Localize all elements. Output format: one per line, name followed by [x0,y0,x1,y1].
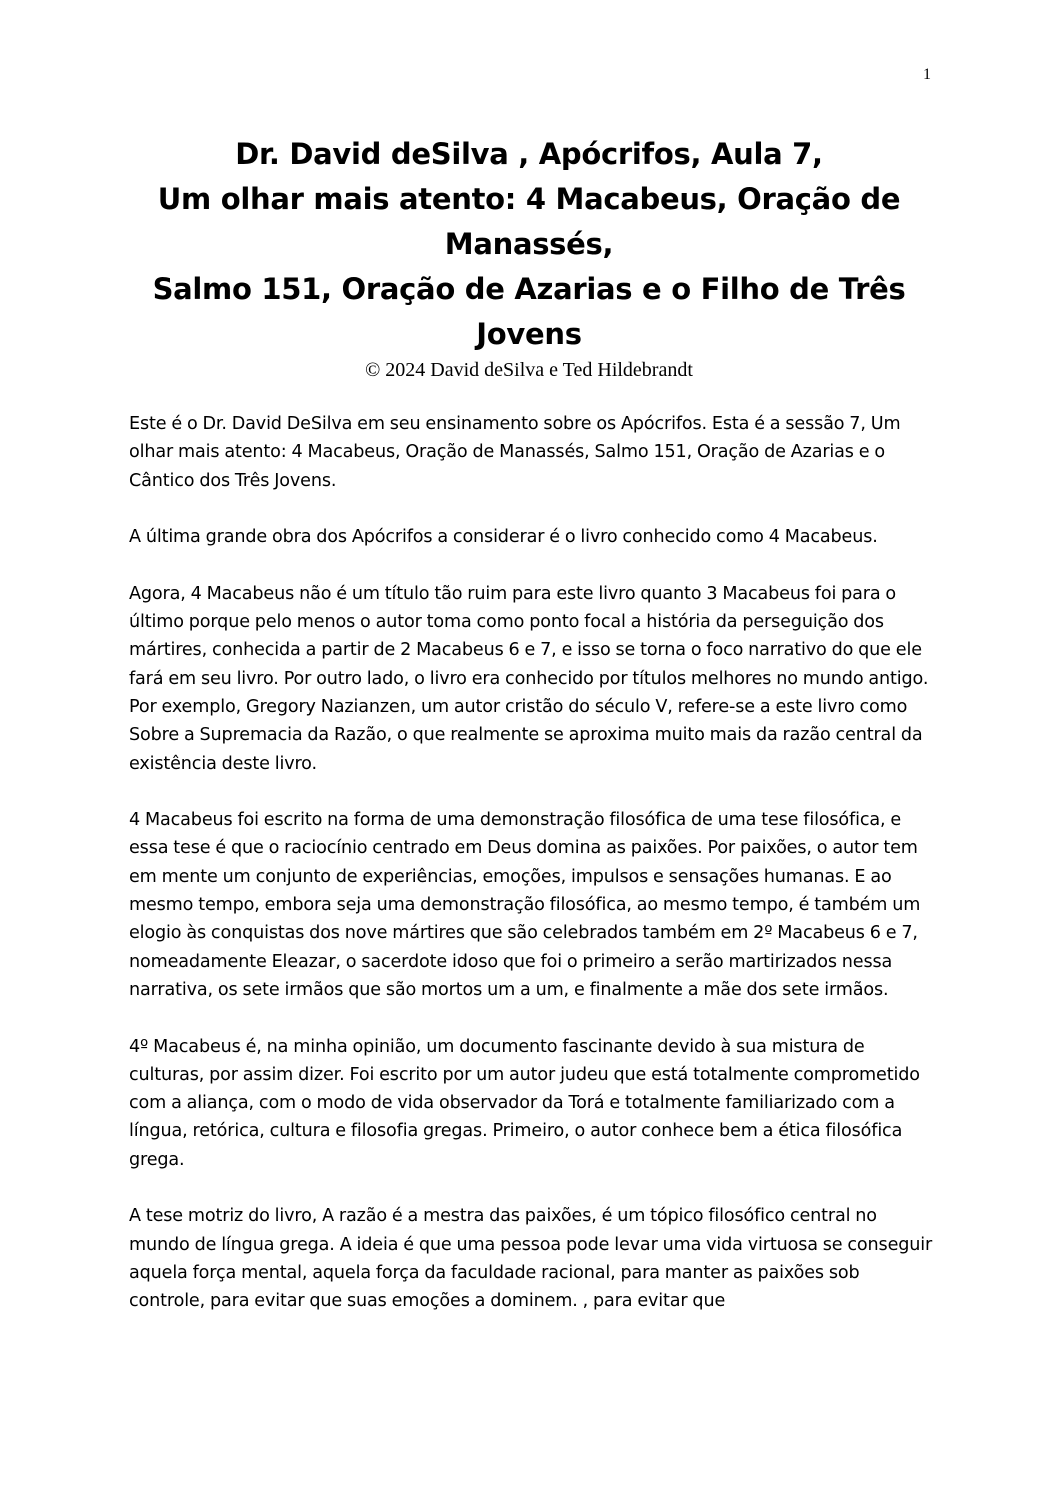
paragraph-4: 4 Macabeus foi escrito na forma de uma demonstração filosófica de uma tese filosófica, e essa tese é que o raciocínio centrado em Deus domina as paixões. Por paixões, o autor tem em mente um conjunto de experiências, emoções, impulsos e sensações humanas. E ao mesmo tempo, embora seja uma demonstração filosófica, ao mesmo tempo, é também um elogio às conquistas dos nove mártires que são celebrados também em 2º Macabeus 6 e 7, nomeadamente Eleazar, o sacerdote idoso que foi o primeiro a serão martirizados nessa narrativa, os sete irmãos que são mortos um a um, e finalmente a mãe dos sete irmãos. [129,810,921,1000]
paragraph-3: Agora, 4 Macabeus não é um título tão ruim para este livro quanto 3 Macabeus foi para o último porque pelo menos o autor toma como ponto focal a história da perseguição dos mártires, conhecida a partir de 2 Macabeus 6 e 7, e isso se torna o foco narrativo do que ele fará em seu livro. Por outro lado, o livro era conhecido por títulos melhores no mundo antigo. Por exemplo, Gregory Nazianzen, um autor cristão do século V, refere-se a este livro como Sobre a Supremacia da Razão, o que realmente se aproxima muito mais da razão central da existência deste livro. [129,583,929,774]
body-text [129,410,933,1344]
title-line-5: Jovens [476,317,582,351]
title-line-3: Manassés, [444,227,614,261]
paragraph-1: Este é o Dr. David DeSilva em seu ensinamento sobre os Apócrifos. Esta é a sessão 7, Um olhar mais atento: 4 Macabeus, Oração de Manassés, Salmo 151, Oração de Azarias e o Cântico dos Três Jovens. [129,414,901,491]
title-line-1: Dr. David deSilva , Apócrifos, Aula 7, [235,137,823,171]
title-line-4: Salmo 151, Oração de Azarias e o Filho de Três [152,272,906,306]
paragraph-2: A última grande obra dos Apócrifos a considerar é o livro conhecido como 4 Macabeus. [129,527,878,548]
copyright-line: © 2024 David deSilva e Ted Hildebrandt [365,359,693,381]
paragraph-6: A tese motriz do livro, A razão é a mestra das paixões, é um tópico filosófico central no mundo de língua grega. A ideia é que uma pessoa pode levar uma vida virtuosa se conseguir aquela força mental, aquela força da faculdade racional, para manter as paixões sob controle, para evitar que suas emoções a dominem. , para evitar que [129,1206,933,1312]
paragraph-5: 4º Macabeus é, na minha opinião, um documento fascinante devido à sua mistura de culturas, por assim dizer. Foi escrito por um autor judeu que está totalmente comprometido com a aliança, com o modo de vida observador da Torá e totalmente familiarizado com a língua, retórica, cultura e filosofia gregas. Primeiro, o autor conhece bem a ética filosófica grega. [129,1036,920,1170]
document-title [129,132,929,383]
title-line-2: Um olhar mais atento: 4 Macabeus, Oração de [157,182,901,216]
page-number: 1 [923,66,931,83]
